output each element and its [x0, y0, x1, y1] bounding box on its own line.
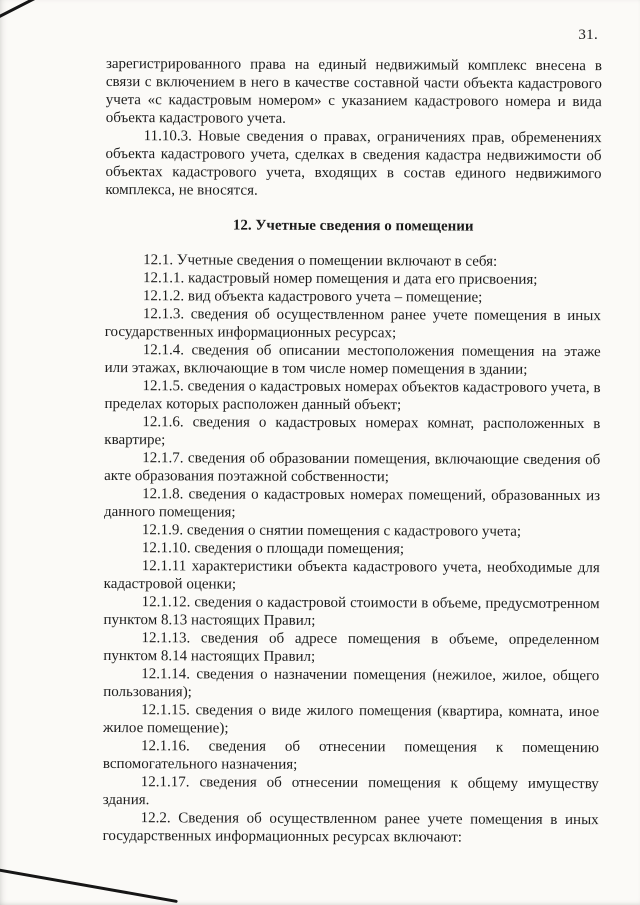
paragraph: 11.10.3. Новые сведения о правах, ограничениях прав, обременениях объекта кадастрового учета, сделках в сведения кадастра недвижимости об объектах кадастрового учета, входящих в состав единого недвижимого комплекса, не вносятся. — [105, 128, 602, 199]
paragraph: 12.1.10. сведения о площади помещения; — [141, 540, 405, 558]
paragraph: 12.1.12. сведения о кадастровой стоимости в объеме, предусмотренном пунктом 8.13 настоящих Правил; — [103, 594, 600, 629]
paragraph: 12.1.7. сведения об образовании помещения, включающие сведения об акте образования поэтажной собственности; — [104, 450, 601, 486]
paragraph: 12.1.13. сведения об адресе помещения в объеме, определенном пунктом 8.14 настоящих Правил; — [103, 630, 600, 665]
scan-edge-artifact-bottom-left — [0, 868, 178, 903]
paragraph: 12.1.5. сведения о кадастровых номерах объектов кадастрового учета, в пределах которых расположен данный объект; — [104, 378, 601, 414]
paragraph: зарегистрированного права на единый недвижимый комплекс внесена в связи с включением в него в качестве составной части объекта кадастрового учета «с кадастровым номером» с указанием кадастрового номера и вида объекта кадастрового учета. — [105, 55, 602, 127]
paragraph: 12.1.8. сведения о кадастровых номерах помещений, образованных из данного помещения; — [103, 486, 601, 521]
paragraph: 12.1. Учетные сведения о помещении включают в себя: — [143, 252, 498, 270]
paragraph: 12.1.4. сведения об описании местоположения помещения на этаже или этажах, включающие в том числе номер помещения в здании; — [104, 342, 601, 378]
paragraph: 12.1.2. вид объекта кадастрового учета – помещение; — [142, 288, 483, 306]
paragraph: 12.1.9. сведения о снятии помещения с кадастрового учета; — [141, 522, 522, 540]
paragraph: 12.1.15. сведения о виде жилого помещения (квартира, комната, иное жилое помещение); — [103, 702, 600, 737]
paragraph: 12.1.3. сведения об осуществленном ранее учете помещения в иных государственных информационных ресурсах; — [104, 306, 601, 342]
paragraph: 12.1.16. сведения об отнесении помещения к помещению вспомогательного назначения; — [102, 738, 600, 773]
paragraph: 12.1.14. сведения о назначении помещения (нежилое, жилое, общего пользования); — [103, 666, 600, 701]
paragraph: 12.2. Сведения об осуществленном ранее учете помещения в иных государственных информационных ресурсах включают: — [102, 810, 599, 846]
paragraph: 12.1.6. сведения о кадастровых номерах комнат, расположенных в квартире; — [104, 414, 601, 449]
section-heading: 12. Учетные сведения о помещении — [232, 217, 474, 235]
scan-edge-artifact-top-left — [0, 0, 36, 18]
paragraph: 12.1.11 характеристики объекта кадастрового учета, необходимые для кадастровой оценки; — [103, 558, 600, 593]
page-number: 31. — [578, 27, 598, 43]
paragraph: 12.1.1. кадастровый номер помещения и дата его присвоения; — [142, 270, 538, 288]
paragraph: 12.1.17. сведения об отнесении помещения к общему имуществу здания. — [102, 774, 599, 809]
document-body — [103, 55, 602, 847]
